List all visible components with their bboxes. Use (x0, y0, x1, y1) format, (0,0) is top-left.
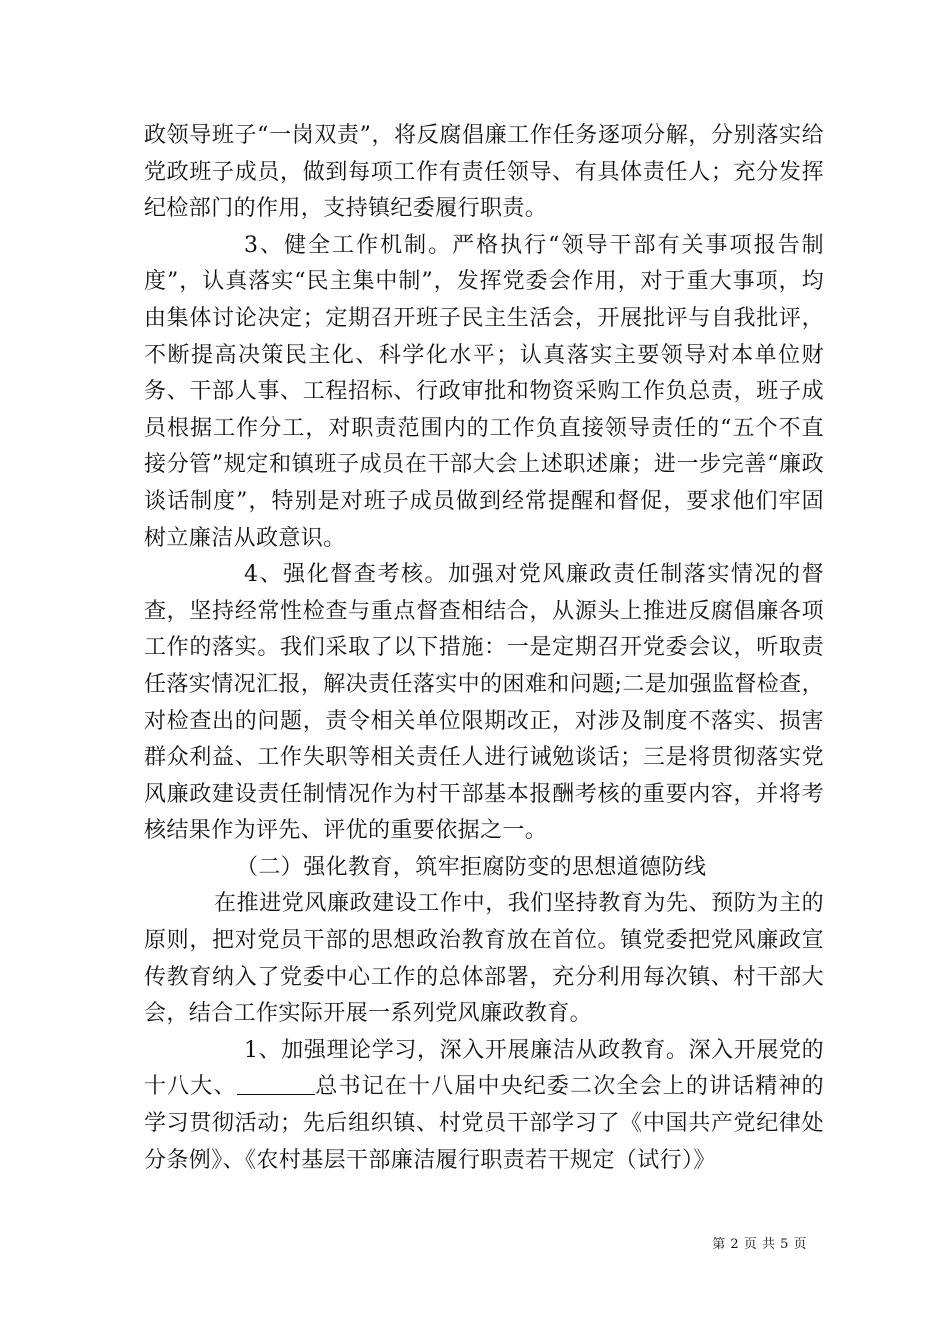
section-heading-education: （二）强化教育，筑牢拒腐防变的思想道德防线 (236, 854, 707, 880)
paragraph-work-mechanism: 3、健全工作机制。严格执行“领导干部有关事项报告制度”，认真落实“民主集中制”，发挥党委会作用，对于重大事项，均由集体讨论决定；定期召开班子民主生活会，开展批评与自我批评，不断提高决策民主化、科学化水平；认真落实主要领导对本单位财务、干部人事、工程招标、行政审批和物资采购工作负总责，班子成员根据工作分工，对职责范围内的工作负直接领导责任的“五个不直接分管”规定和镇班子成员在干部大会上述职述廉；进一步完善“廉政谈话制度”，特别是对班子成员做到经常提醒和督促，要求他们牢固树立廉洁从政意识。 (144, 232, 824, 551)
theory-study-text-end: 总书记在十八届中央纪委二次全会上的讲话精神的学习贯彻活动；先后组织镇、村党员干部学习了《中国共产党纪律处分条例》、《农村基层干部廉洁履行职责若干规定（试行）》 (144, 1074, 824, 1173)
redacted-blank (237, 1074, 315, 1095)
document-body (144, 118, 824, 1179)
paragraph-theory-study (144, 1033, 824, 1179)
paragraph-education-intro: 在推进党风廉政建设工作中，我们坚持教育为先、预防为主的原则，把对党员干部的思想政治教育放在首位。镇党委把党风廉政宣传教育纳入了党委中心工作的总体部署，充分利用每次镇、村干部大会，结合工作实际开展一系列党风廉政教育。 (144, 891, 824, 1027)
paragraph-supervision: 4、强化督查考核。加强对党风廉政责任制落实情况的督查，坚持经常性检查与重点督查相结合，从源头上推进反腐倡廉各项工作的落实。我们采取了以下措施：一是定期召开党委会议，听取责任落实情况汇报，解决责任落实中的困难和问题;二是加强监督检查，对检查出的问题，责令相关单位限期改正，对涉及制度不落实、损害群众利益、工作失职等相关责任人进行诫勉谈话；三是将贯彻落实党风廉政建设责任制情况作为村干部基本报酬考核的重要内容，并将考核结果作为评先、评优的重要依据之一。 (144, 562, 824, 844)
paragraph-continuation: 政领导班子“一岗双责”，将反腐倡廉工作任务逐项分解，分别落实给党政班子成员，做到每项工作有责任领导、有具体责任人；充分发挥纪检部门的作用，支持镇纪委履行职责。 (144, 123, 824, 222)
page-number-footer: 第 2 页 共 5 页 (712, 1237, 807, 1252)
theory-study-text-start: 1、加强理论学习，深入开展廉洁从政教育。深入开展党的十八大、 (144, 1037, 824, 1100)
